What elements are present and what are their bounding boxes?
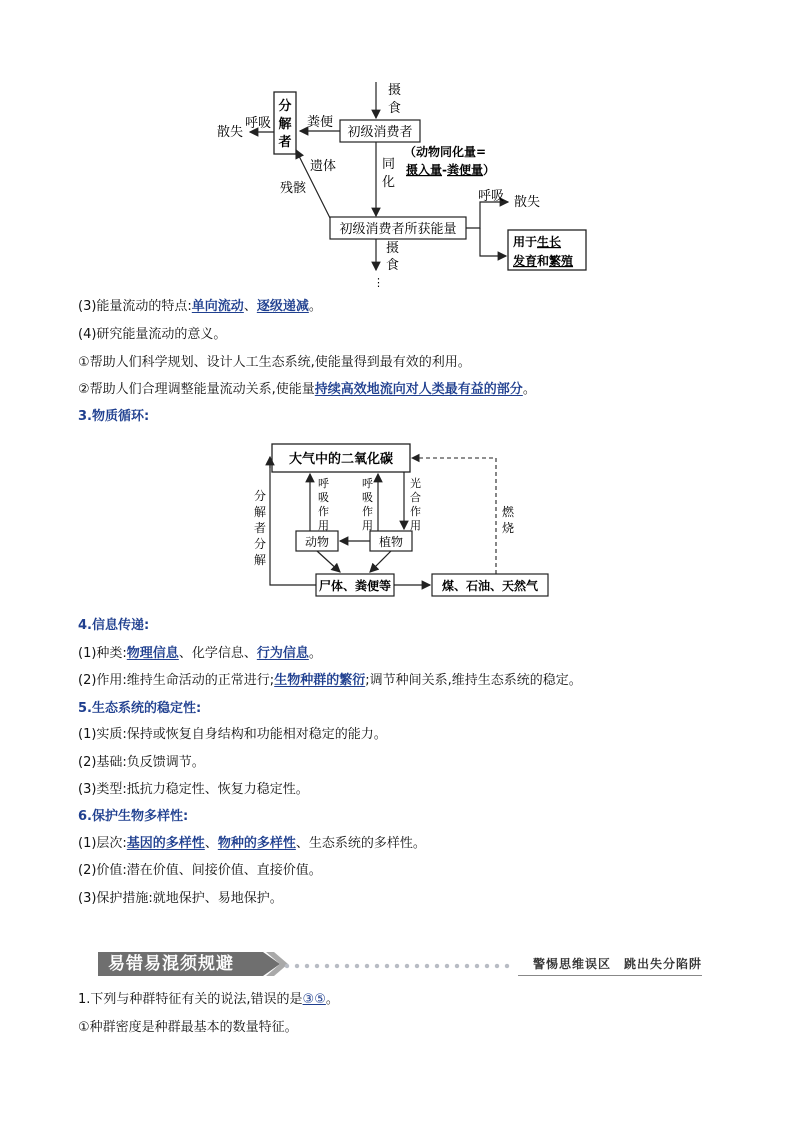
ingestion-char-2: 食 xyxy=(388,101,402,116)
bio-p1-prefix: (1)层次: xyxy=(78,836,127,851)
right-lost-label: 散失 xyxy=(514,195,541,210)
co2-label: 大气中的二氧化碳 xyxy=(288,452,394,467)
assimilation-char-2: 化 xyxy=(382,175,396,190)
burn-char-1: 燃 xyxy=(502,505,515,519)
stability-heading: 5.生态系统的稳定性: xyxy=(78,701,202,716)
resp1-char-1: 呼 xyxy=(318,477,329,490)
formula-line-1: （动物同化量= xyxy=(404,145,487,159)
growth-b: 生长 xyxy=(537,235,562,249)
remains-label: 遗体 xyxy=(310,159,337,174)
biodiversity-heading: 6.保护生物多样性: xyxy=(78,809,189,824)
resp2-char-1: 呼 xyxy=(362,477,373,490)
significance-item-2 xyxy=(78,381,536,399)
ingestion-char-1: 摄 xyxy=(388,83,402,98)
biodiversity-p1 xyxy=(78,835,426,853)
info-p2-prefix: (2)作用:维持生命活动的正常进行; xyxy=(78,673,275,688)
banner-title: 易错易混须规避 xyxy=(108,954,234,974)
stability-p1: (1)实质:保持或恢复自身结构和功能相对稳定的能力。 xyxy=(78,727,387,742)
p42-answer: 持续高效地流向对人类最有益的部分 xyxy=(314,382,523,397)
photo-char-1: 光 xyxy=(410,477,421,490)
primary-consumer-label: 初级消费者 xyxy=(347,125,413,140)
photo-char-4: 用 xyxy=(410,519,421,532)
right-respiration-label: 呼吸 xyxy=(478,189,505,204)
stability-p3: (3)类型:抵抗力稳定性、恢复力稳定性。 xyxy=(78,782,309,797)
material-cycle-heading: 3.物质循环: xyxy=(78,409,150,424)
resp2-char-4: 用 xyxy=(362,519,373,532)
resp2-char-3: 作 xyxy=(362,505,373,518)
bio-p1-end: 、生态系统的多样性。 xyxy=(295,836,426,851)
info-p1-b: 行为信息 xyxy=(256,646,309,661)
significance-item-1: ①帮助人们科学规划、设计人工生态系统,使能量得到最有效的利用。 xyxy=(78,355,471,370)
q1-answer: ③⑤ xyxy=(302,992,326,1007)
assimilation-char-1: 同 xyxy=(382,157,396,172)
growth-e: 繁殖 xyxy=(549,254,574,268)
info-functions xyxy=(78,672,582,690)
primary-energy-label: 初级消费者所获能量 xyxy=(339,222,457,237)
info-p2-end: ;调节种间关系,维持生态系统的稳定。 xyxy=(365,673,582,688)
feces-label: 粪便 xyxy=(306,115,334,130)
p3-answer-a: 单向流动 xyxy=(191,299,244,314)
info-p1-prefix: (1)种类: xyxy=(78,646,127,661)
info-heading: 4.信息传递: xyxy=(78,618,150,633)
q1-end: 。 xyxy=(325,992,339,1007)
growth-d: 和 xyxy=(537,254,550,268)
biodiversity-p3: (3)保护措施:就地保护、易地保护。 xyxy=(78,891,283,906)
decomposer-lost-label: 散失 xyxy=(216,125,244,140)
formula-intake: 摄入量 xyxy=(406,163,443,177)
info-p1-end: 。 xyxy=(308,646,322,661)
formula-end: ） xyxy=(483,163,496,177)
growth-line-2 xyxy=(512,253,573,268)
burn-char-2: 烧 xyxy=(502,521,515,535)
info-p1-mid: 、化学信息、 xyxy=(178,646,257,661)
question-1 xyxy=(78,991,339,1009)
bottom-ingestion-char-1: 摄 xyxy=(386,241,400,256)
decomp-char-5: 解 xyxy=(254,553,267,567)
bio-p1-a: 基因的多样性 xyxy=(126,836,205,851)
photo-char-2: 合 xyxy=(410,491,421,504)
p3-prefix: (3)能量流动的特点: xyxy=(78,299,192,314)
bio-p1-sep: 、 xyxy=(204,836,218,851)
p42-end: 。 xyxy=(522,382,536,397)
banner-dots xyxy=(282,962,512,970)
stability-p2: (2)基础:负反馈调节。 xyxy=(78,755,205,770)
decomp-char-2: 解 xyxy=(254,505,267,519)
energy-flow-significance: (4)研究能量流动的意义。 xyxy=(78,327,227,342)
ellipsis: ⋮ xyxy=(373,276,384,289)
p42-prefix: ②帮助人们合理调整能量流动关系,使能量 xyxy=(78,382,315,397)
decomposer-respiration-label: 呼吸 xyxy=(244,116,272,131)
formula-feces: 粪便量 xyxy=(447,163,484,177)
q1-prefix: 1.下列与种群特征有关的说法,错误的是 xyxy=(78,992,303,1007)
decomposer-char-1: 分 xyxy=(278,99,292,114)
question-1-option-1: ①种群密度是种群最基本的数量特征。 xyxy=(78,1020,298,1035)
p3-end: 。 xyxy=(308,299,322,314)
resp2-char-2: 吸 xyxy=(362,491,373,504)
info-p1-a: 物理信息 xyxy=(126,646,179,661)
decomp-char-3: 者 xyxy=(254,521,267,535)
energy-flow-diagram xyxy=(200,78,600,290)
bottom-ingestion-char-2: 食 xyxy=(386,258,400,273)
info-p2-hl: 生物种群的繁衍 xyxy=(274,673,366,688)
growth-c: 发育 xyxy=(513,254,538,268)
biodiversity-p2: (2)价值:潜在价值、间接价值、直接价值。 xyxy=(78,863,322,878)
p3-answer-b: 逐级递减 xyxy=(256,299,309,314)
banner-subtitle: 警惕思维误区 跳出失分陷阱 xyxy=(532,957,702,971)
carbon-cycle-diagram xyxy=(244,438,564,604)
resp1-char-3: 作 xyxy=(318,505,329,518)
decomposer-char-2: 解 xyxy=(278,117,292,132)
formula-line-2 xyxy=(406,162,495,177)
banner-rule xyxy=(518,975,702,976)
resp1-char-4: 用 xyxy=(318,519,329,532)
remains-label: 尸体、粪便等 xyxy=(318,579,392,593)
info-types xyxy=(78,645,322,663)
decomp-char-1: 分 xyxy=(254,489,267,503)
photo-char-3: 作 xyxy=(410,505,421,518)
corpse-label: 残骸 xyxy=(280,181,307,196)
decomp-char-4: 分 xyxy=(254,537,267,551)
fossil-label: 煤、石油、天然气 xyxy=(441,579,539,593)
bio-p1-b: 物种的多样性 xyxy=(217,836,296,851)
growth-a: 用于 xyxy=(513,235,538,249)
p3-sep: 、 xyxy=(243,299,257,314)
resp1-char-2: 吸 xyxy=(318,491,329,504)
decomposer-char-3: 者 xyxy=(278,135,292,150)
growth-line-1 xyxy=(513,234,561,249)
animal-label: 动物 xyxy=(304,535,330,549)
formula-minus: - xyxy=(442,163,447,177)
plant-label: 植物 xyxy=(378,535,404,549)
energy-flow-feature xyxy=(78,298,322,316)
